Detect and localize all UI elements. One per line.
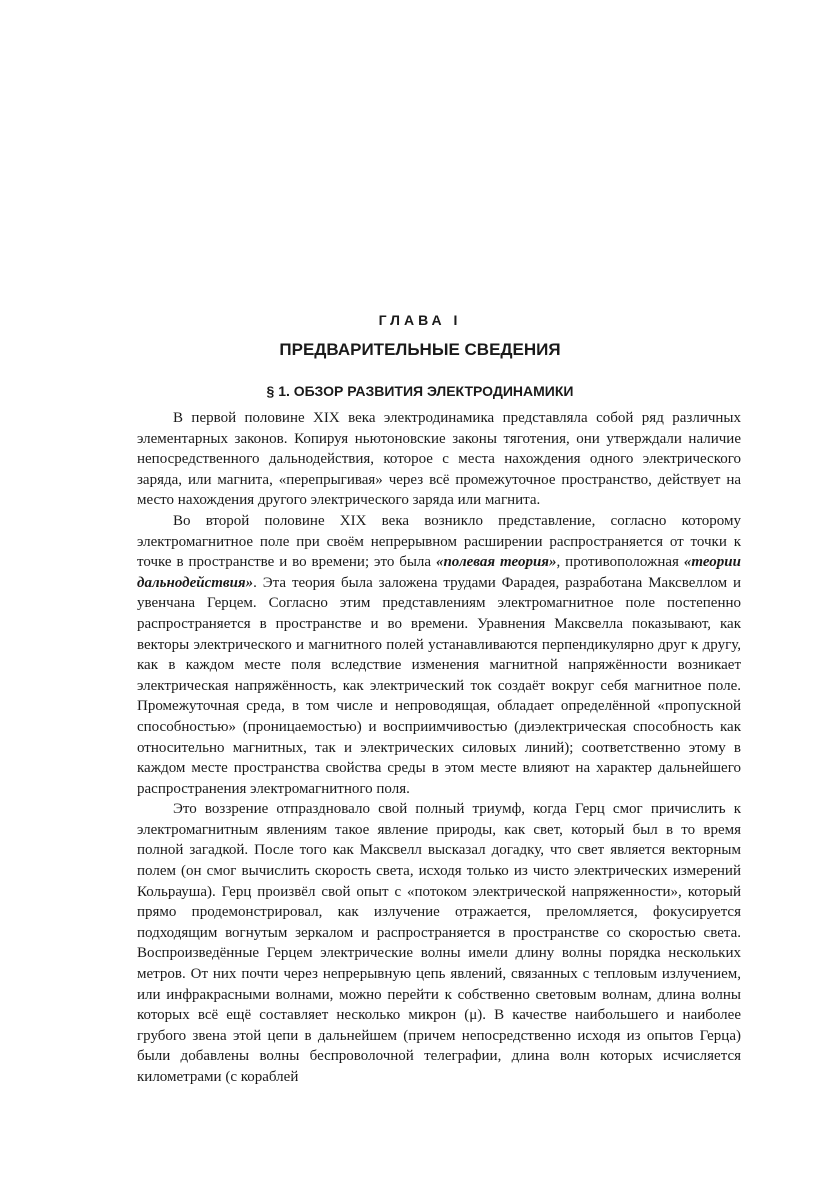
term-field-theory: «полевая теория» — [435, 554, 557, 571]
paragraph-2-part-b: , противоположная — [556, 554, 684, 571]
chapter-label: ГЛАВА I — [378, 312, 462, 328]
paragraph-1: В первой половине XIX века электродинамика представляла собой ряд различных элементарных законов. Копируя ньютоновские законы тяготения, они утверждали наличие непосредственного дальнодействия, которое с места нахождения одного электрического заряда, или магнита, «перепрыгивая» через всё промежуточное пространство, действует на место нахождения другого электрического заряда или магнита. — [137, 410, 741, 509]
term-action-at-distance: «теории дальнодействия» — [137, 554, 741, 591]
section-title: § 1. ОБЗОР РАЗВИТИЯ ЭЛЕКТРОДИНАМИКИ — [266, 383, 574, 399]
paragraph-3: Это воззрение отпраздновало свой полный триумф, когда Герц смог причислить к электромагнитным явлениям такое явление природы, как свет, который был в то время полной загадкой. После того как Максвелл высказал догадку, что свет является векторным полем (он смог вычислить скорость света, исходя только из чисто электрических измерений Кольрауша). Герц произвёл свой опыт с «потоком электрической напряженности», который прямо продемонстрировал, как излучение отражается, преломляется, фокусируется подходящим вогнутым зеркалом и распространяется в пространстве со скоростью света. Воспроизведённые Герцем электрические волны имели длину волны порядка нескольких метров. От них почти через непрерывную цепь явлений, связанных с тепловым излучением, или инфракрасными волнами, можно перейти к собственно световым волнам, длина волны которых всё ещё составляет несколько микрон (μ). В качестве наибольшего и наиболее грубого звена этой цепи в дальнейшем (причем непосредственно исходя из опытов Герца) были добавлены волны беспроволочной телеграфии, длина волн которых исчисляется километрами (с кораблей — [137, 801, 741, 1085]
paragraph-2 — [137, 511, 741, 799]
body-text — [137, 408, 741, 1088]
chapter-title: ПРЕДВАРИТЕЛЬНЫЕ СВЕДЕНИЯ — [279, 340, 561, 359]
paragraph-2-part-c: . Эта теория была заложена трудами Фарадея, разработана Максвеллом и увенчана Герцем. Согласно этим представлениям электромагнитное поле постепенно распространяется в пространстве и во времени. Уравнения Максвелла показывают, как векторы электрического и магнитного полей устанавливаются перпендикулярно друг к другу, как в каждом месте поля вследствие изменения магнитной напряжённости возникает электрическая напряжённость, как электрический ток создаёт вокруг себя магнитное поле. Промежуточная среда, в том числе и непроводящая, обладает определённой «пропускной способностью» (проницаемостью) и восприимчивостью (диэлектрическая способность как относительно магнитных, так и электрических силовых линий); соответственно этому в каждом месте пространства свойства среды в этом месте влияют на характер дальнейшего распространения электромагнитного поля. — [137, 574, 741, 797]
paragraph-2-part-a: Во второй половине XIX века возникло представление, согласно которому электромагнитное поле при своём непрерывном расширении распространяется от точки к точке в пространстве и во времени; это была — [137, 512, 741, 571]
